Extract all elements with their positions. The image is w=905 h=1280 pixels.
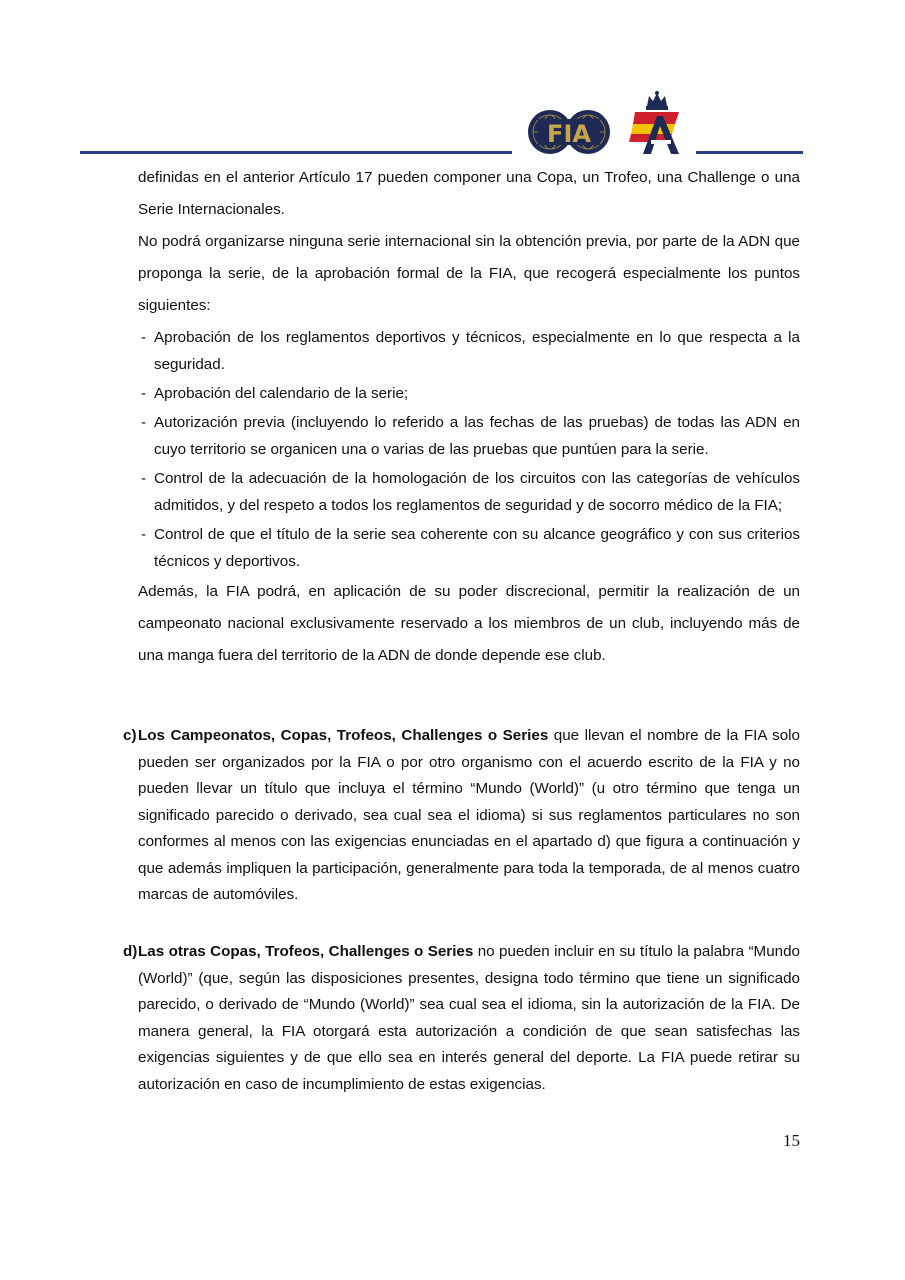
fia-logo-text: FIA xyxy=(547,120,591,148)
section-d xyxy=(123,939,800,1098)
dash-bullet: - xyxy=(141,385,147,402)
paragraph: definidas en el anterior Artículo 17 pueden componer una Copa, un Trofeo, una Challenge o una Serie Internacionales. xyxy=(138,169,800,218)
section-heading: Los Campeonatos, Copas, Trofeos, Challenges o Series xyxy=(138,727,549,744)
list-item: - Autorización previa (incluyendo lo referido a las fechas de las pruebas) de todas las ADN en cuyo territorio se organicen una o varias de las pruebas que puntúen para la serie. xyxy=(138,409,800,463)
header-rule-right xyxy=(696,151,803,154)
page-number: 15 xyxy=(783,1131,800,1150)
requirements-list xyxy=(138,324,800,575)
section-heading: Las otras Copas, Trofeos, Challenges o Series xyxy=(138,943,474,960)
section-text: no pueden incluir en su título la palabra “Mundo (World)” (que, según las disposiciones presentes, designa todo término que tiene un significado parecido, o derivado de “Mundo (World)” sea cual sea el idioma, sin la autorización de la FIA. De manera general, la FIA otorgará esta autorización a condición de que sean satisfechas las exigencias siguientes y de que ello sea en interés general del deporte. La FIA puede retirar su autorización en caso de incumplimiento de estas exigencias. xyxy=(138,943,800,1093)
paragraph: No podrá organizarse ninguna serie internacional sin la obtención previa, por parte de la ADN que proponga la serie, de la aprobación formal de la FIA, que recogerá especialmente los puntos siguientes: xyxy=(138,233,800,314)
dash-bullet: - xyxy=(141,470,147,487)
list-item: - Control de la adecuación de la homologación de los circuitos con las categorías de vehículos admitidos, y del respeto a todos los reglamentos de seguridad y de socorro médico de la FIA; xyxy=(138,465,800,519)
list-item: - Aprobación del calendario de la serie; xyxy=(138,380,800,407)
list-item: - Control de que el título de la serie sea coherente con su alcance geográfico y con sus criterios técnicos y deportivos. xyxy=(138,521,800,575)
document-body xyxy=(138,162,800,672)
dash-bullet: - xyxy=(141,329,147,346)
section-c xyxy=(123,723,800,909)
list-item: - Aprobación de los reglamentos deportivos y técnicos, especialmente en lo que respecta a la seguridad. xyxy=(138,324,800,378)
dash-bullet: - xyxy=(141,414,147,431)
section-letter: c) xyxy=(123,727,137,744)
section-letter: d) xyxy=(123,943,138,960)
rfea-logo xyxy=(625,90,689,156)
fia-logo xyxy=(528,104,610,160)
dash-bullet: - xyxy=(141,526,147,543)
section-text: que llevan el nombre de la FIA solo pueden ser organizados por la FIA o por otro organismo con el acuerdo escrito de la FIA y no pueden llevar un título que incluya el término “Mundo (World)” (u otro término que tenga un significado parecido o derivado, sea cual sea el idioma) si sus reglamentos particulares no son conformes al menos con las exigencias enunciadas en el apartado d) que figura a continuación y que además impliquen la participación, generalmente para toda la temporada, de al menos cuatro marcas de automóviles. xyxy=(138,727,800,903)
paragraph: Además, la FIA podrá, en aplicación de su poder discrecional, permitir la realización de un campeonato nacional exclusivamente reservado a los miembros de un club, incluyendo más de una manga fuera del territorio de la ADN de donde depende ese club. xyxy=(138,583,800,664)
header-rule-left xyxy=(80,151,512,154)
